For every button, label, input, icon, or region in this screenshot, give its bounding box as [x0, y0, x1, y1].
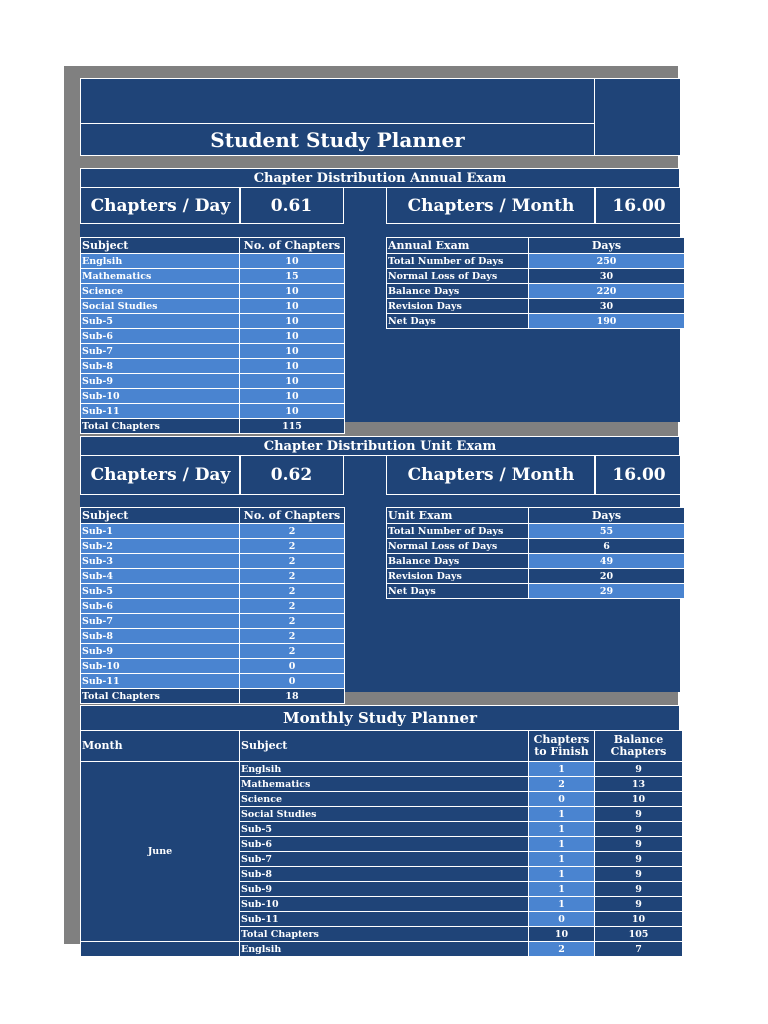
chapter-count: 10	[240, 389, 345, 404]
table-row	[387, 299, 685, 314]
subject-name: Science	[81, 284, 240, 299]
annual-section-title: Chapter Distribution Annual Exam	[80, 168, 680, 188]
unit-total-row	[81, 689, 345, 704]
monthly-table	[80, 730, 683, 957]
days-label: Balance Days	[387, 284, 529, 299]
subject-name: Sub-7	[81, 344, 240, 359]
chapter-count: 10	[240, 284, 345, 299]
chapter-count: 10	[240, 314, 345, 329]
chapter-count: 2	[240, 629, 345, 644]
finish-cell: 1	[529, 867, 595, 882]
subject-cell: Social Studies	[240, 807, 529, 822]
unit-chapters-month-value: 16.00	[594, 455, 684, 495]
table-row	[81, 344, 345, 359]
chapter-count: 2	[240, 614, 345, 629]
annual-subject-table	[80, 237, 345, 434]
chapter-count: 10	[240, 359, 345, 374]
table-row	[81, 524, 345, 539]
subject-header: Subject	[81, 508, 240, 524]
table-row	[81, 269, 345, 284]
table-row	[81, 659, 345, 674]
unit-section-title: Chapter Distribution Unit Exam	[80, 436, 680, 456]
subject-name: Sub-8	[81, 629, 240, 644]
balance-cell: 9	[595, 897, 683, 912]
chapter-count: 2	[240, 584, 345, 599]
days-value: 20	[529, 569, 685, 584]
chapter-count: 2	[240, 599, 345, 614]
subject-name: Sub-9	[81, 374, 240, 389]
balance-cell: 10	[595, 792, 683, 807]
subject-name: Sub-6	[81, 329, 240, 344]
table-row	[387, 284, 685, 299]
balance-cell: 13	[595, 777, 683, 792]
days-value: 6	[529, 539, 685, 554]
chapters-header: No. of Chapters	[240, 238, 345, 254]
spreadsheet-page	[64, 66, 678, 955]
unit-days-table	[386, 507, 685, 599]
chapter-count: 2	[240, 524, 345, 539]
month-cell: June	[81, 762, 240, 942]
finish-cell: 0	[529, 912, 595, 927]
balance-cell: 9	[595, 822, 683, 837]
finish-cell: 1	[529, 822, 595, 837]
table-row	[387, 524, 685, 539]
subject-cell: Sub-11	[240, 912, 529, 927]
table-row	[81, 539, 345, 554]
finish-header: Chapters to Finish	[529, 731, 595, 762]
table-row	[81, 614, 345, 629]
days-value: 55	[529, 524, 685, 539]
balance-cell: 10	[595, 912, 683, 927]
days-value: 29	[529, 584, 685, 599]
finish-cell: 1	[529, 852, 595, 867]
table-row	[387, 554, 685, 569]
table-row	[81, 314, 345, 329]
balance-header: Balance Chapters	[595, 731, 683, 762]
annual-subject-header-row	[81, 238, 345, 254]
table-row	[81, 329, 345, 344]
table-row	[387, 569, 685, 584]
table-row	[81, 762, 683, 777]
annual-chapters-day-value: 0.61	[239, 187, 344, 224]
annual-chapters-day-label: Chapters / Day	[80, 187, 241, 224]
chapter-count: 15	[240, 269, 345, 284]
subject-cell: Sub-9	[240, 882, 529, 897]
subject-cell: Sub-7	[240, 852, 529, 867]
total-value: 115	[240, 419, 345, 434]
title-side-cell	[594, 78, 684, 156]
month-header: Month	[81, 731, 240, 762]
exam-header: Annual Exam	[387, 238, 529, 254]
subject-cell: Sub-8	[240, 867, 529, 882]
subject-name: Social Studies	[81, 299, 240, 314]
chapter-count: 10	[240, 329, 345, 344]
page-title: Student Study Planner	[80, 123, 595, 156]
subject-name: Sub-3	[81, 554, 240, 569]
unit-chapters-day-value: 0.62	[239, 455, 344, 495]
table-row	[81, 599, 345, 614]
chapters-header: No. of Chapters	[240, 508, 345, 524]
table-row	[387, 539, 685, 554]
total-label: Total Chapters	[240, 927, 529, 942]
monthly-section-title: Monthly Study Planner	[80, 705, 680, 731]
total-label: Total Chapters	[81, 689, 240, 704]
unit-subject-header-row	[81, 508, 345, 524]
subject-name: Sub-4	[81, 569, 240, 584]
subject-cell: Sub-10	[240, 897, 529, 912]
table-row	[81, 942, 683, 957]
subject-name: Sub-2	[81, 539, 240, 554]
balance-cell: 9	[595, 867, 683, 882]
total-finish: 10	[529, 927, 595, 942]
subject-header: Subject	[240, 731, 529, 762]
subject-cell: Englsih	[240, 942, 529, 957]
finish-cell: 1	[529, 897, 595, 912]
subject-name: Sub-10	[81, 659, 240, 674]
annual-total-row	[81, 419, 345, 434]
days-label: Revision Days	[387, 569, 529, 584]
subject-name: Sub-8	[81, 359, 240, 374]
days-value: 220	[529, 284, 685, 299]
days-value: 30	[529, 269, 685, 284]
balance-cell: 7	[595, 942, 683, 957]
days-label: Normal Loss of Days	[387, 539, 529, 554]
unit-chapters-day-label: Chapters / Day	[80, 455, 241, 495]
subject-name: Mathematics	[81, 269, 240, 284]
subject-name: Sub-6	[81, 599, 240, 614]
chapter-count: 10	[240, 374, 345, 389]
table-row	[81, 299, 345, 314]
days-value: 30	[529, 299, 685, 314]
finish-cell: 0	[529, 792, 595, 807]
chapter-count: 0	[240, 659, 345, 674]
days-label: Normal Loss of Days	[387, 269, 529, 284]
unit-chapters-month-label: Chapters / Month	[386, 455, 596, 495]
table-row	[81, 404, 345, 419]
chapter-count: 10	[240, 404, 345, 419]
table-row	[81, 254, 345, 269]
days-label: Balance Days	[387, 554, 529, 569]
total-label: Total Chapters	[81, 419, 240, 434]
table-row	[387, 269, 685, 284]
subject-header: Subject	[81, 238, 240, 254]
subject-cell: Sub-6	[240, 837, 529, 852]
exam-header: Unit Exam	[387, 508, 529, 524]
days-header: Days	[529, 508, 685, 524]
balance-cell: 9	[595, 882, 683, 897]
days-value: 49	[529, 554, 685, 569]
days-value: 190	[529, 314, 685, 329]
chapter-count: 2	[240, 644, 345, 659]
annual-chapters-month-label: Chapters / Month	[386, 187, 596, 224]
table-row	[81, 569, 345, 584]
subject-cell: Mathematics	[240, 777, 529, 792]
days-label: Net Days	[387, 314, 529, 329]
annual-days-header-row	[387, 238, 685, 254]
table-row	[81, 629, 345, 644]
finish-cell: 1	[529, 837, 595, 852]
days-label: Revision Days	[387, 299, 529, 314]
days-value: 250	[529, 254, 685, 269]
subject-cell: Science	[240, 792, 529, 807]
monthly-header-row	[81, 731, 683, 762]
annual-days-table	[386, 237, 685, 329]
title-top-cell	[80, 78, 595, 124]
subject-name: Sub-5	[81, 314, 240, 329]
chapter-count: 2	[240, 539, 345, 554]
subject-name: Sub-7	[81, 614, 240, 629]
days-label: Net Days	[387, 584, 529, 599]
table-row	[81, 359, 345, 374]
balance-cell: 9	[595, 852, 683, 867]
subject-cell: Englsih	[240, 762, 529, 777]
table-row	[387, 254, 685, 269]
chapter-count: 0	[240, 674, 345, 689]
balance-cell: 9	[595, 807, 683, 822]
chapter-count: 2	[240, 554, 345, 569]
days-label: Total Number of Days	[387, 254, 529, 269]
unit-subject-table	[80, 507, 345, 704]
annual-chapters-month-value: 16.00	[594, 187, 684, 224]
subject-name: Sub-5	[81, 584, 240, 599]
finish-cell: 1	[529, 807, 595, 822]
subject-name: Sub-10	[81, 389, 240, 404]
subject-name: Englsih	[81, 254, 240, 269]
table-row	[81, 284, 345, 299]
days-label: Total Number of Days	[387, 524, 529, 539]
table-row	[81, 389, 345, 404]
subject-cell: Sub-5	[240, 822, 529, 837]
table-row	[81, 584, 345, 599]
finish-cell: 1	[529, 882, 595, 897]
days-header: Days	[529, 238, 685, 254]
table-row	[387, 584, 685, 599]
table-row	[81, 554, 345, 569]
subject-name: Sub-11	[81, 674, 240, 689]
chapter-count: 10	[240, 344, 345, 359]
chapter-count: 2	[240, 569, 345, 584]
unit-days-header-row	[387, 508, 685, 524]
total-balance: 105	[595, 927, 683, 942]
finish-cell: 1	[529, 762, 595, 777]
balance-cell: 9	[595, 762, 683, 777]
table-row	[387, 314, 685, 329]
chapter-count: 10	[240, 254, 345, 269]
table-row	[81, 644, 345, 659]
subject-name: Sub-11	[81, 404, 240, 419]
month-cell-next	[81, 942, 240, 957]
table-row	[81, 674, 345, 689]
finish-cell: 2	[529, 942, 595, 957]
total-value: 18	[240, 689, 345, 704]
balance-cell: 9	[595, 837, 683, 852]
subject-name: Sub-1	[81, 524, 240, 539]
chapter-count: 10	[240, 299, 345, 314]
finish-cell: 2	[529, 777, 595, 792]
subject-name: Sub-9	[81, 644, 240, 659]
table-row	[81, 374, 345, 389]
